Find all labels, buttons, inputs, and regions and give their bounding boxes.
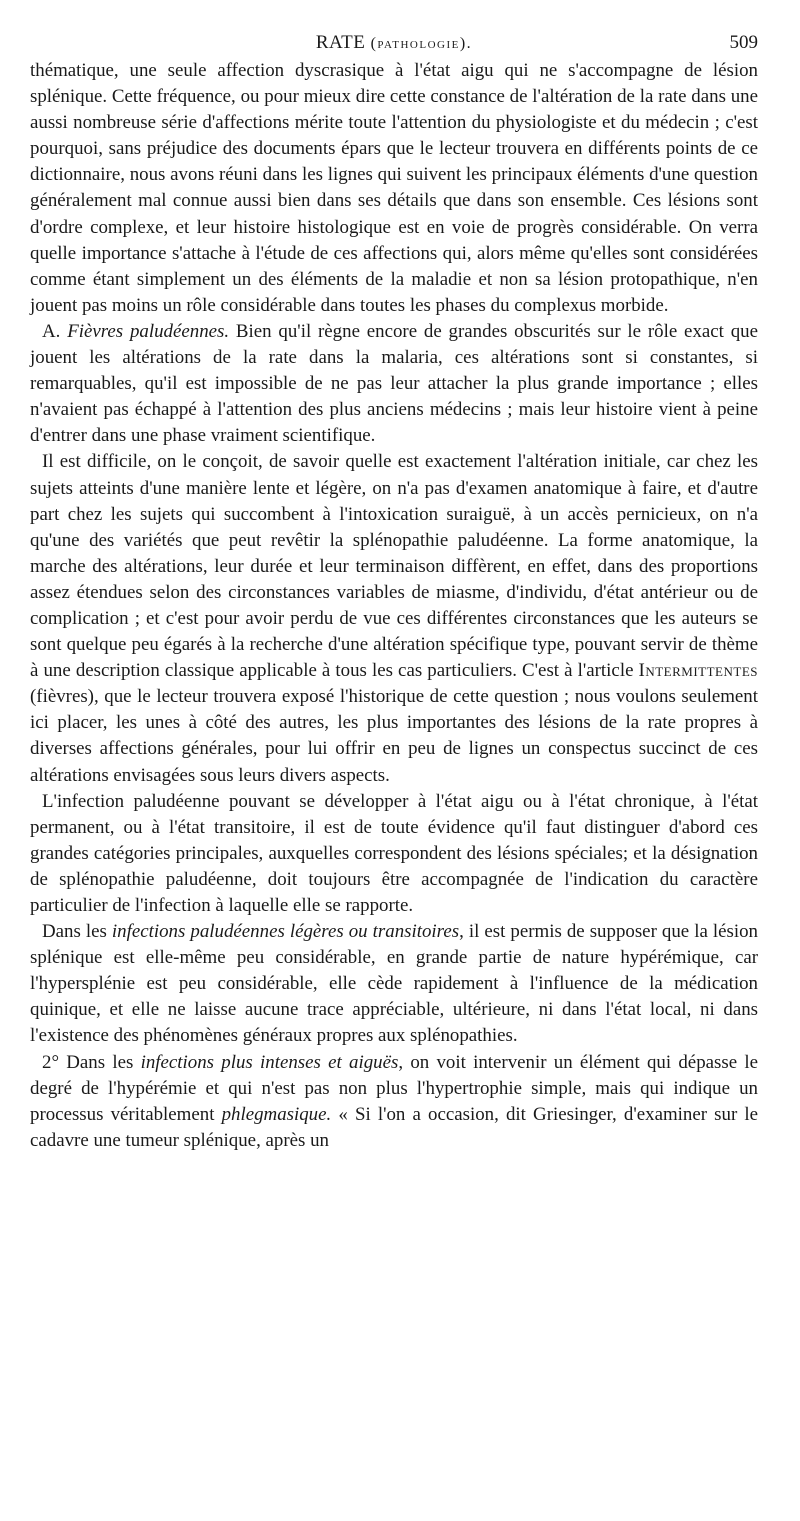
paragraph-2 xyxy=(30,319,758,449)
paragraph-1-text: thématique, une seule affection dyscrasique à l'état aigu qui ne s'accompagne de lésion splénique. Cette fréquence, ou pour mieux dire cette constance de l'altération de la rate dans une aussi nombreuse série d'affections mérite toute l'attention du physiologiste et du médecin ; c'est pourquoi, sans préjudice des documents épars que le lecteur trouvera en différents points de ce dictionnaire, nous avons réuni dans les lignes qui suivent les principaux éléments d'une question généralement mal connue aussi bien dans ses détails que dans son ensemble. Ces lésions sont d'ordre complexe, et leur histoire histologique est en voie de progrès considérable. On verra quelle importance s'attache à l'étude de ces affections qui, alors même qu'elles sont considérées comme étant simplement un des éléments de la maladie et non sa lésion protopathique, n'en jouent pas moins un rôle considérable dans toutes les phases du complexus morbide. xyxy=(30,60,758,316)
document-page xyxy=(30,22,758,1154)
paragraph-6-mid: , on voit intervenir un élément qui dépasse le degré de l'hypérémie et qui n'est pas non plus l'hypertrophie simple, mais qui indique un processus véritablement xyxy=(30,1051,758,1125)
paragraph-6 xyxy=(30,1050,758,1154)
paragraph-5-lead: Dans les xyxy=(42,921,112,943)
paragraph-3 xyxy=(30,449,758,788)
paragraph-6-text: « Si l'on a occasion, dit Griesinger, d'examiner sur le cadavre une tumeur splénique, après un xyxy=(30,1103,759,1151)
running-head xyxy=(30,22,758,58)
paragraph-3-text-before: Il est difficile, on le conçoit, de savoir quelle est exactement l'altération initiale, car chez les sujets atteints d'une manière lente et légère, on n'a pas d'examen anatomique à faire, et d'autre part chez les sujets qui succombent à l'intoxication suraiguë, à un accès pernicieux, on n'a qu'une des variétés que peut revêtir la splénopathie paludéenne. La forme anatomique, la marche des altérations, leur durée et leur terminaison diffèrent, en effet, dans des proportions assez étendues selon des circonstances variables de miasme, d'individu, d'état antérieur ou de complication ; et c'est pour avoir perdu de vue ces différentes circonstances que les auteurs se sont quelque peu égarés à la recherche d'une altération spécifique type, pouvant servir de thème à une description classique applicable à tous les cas particuliers. C'est à l'article xyxy=(30,451,758,682)
paragraph-4 xyxy=(30,789,758,919)
paragraph-2-lead: A. xyxy=(42,320,68,342)
paragraph-1 xyxy=(30,58,758,319)
running-head-title-main: RATE xyxy=(315,32,366,53)
cross-reference-intermittentes: Intermittentes xyxy=(638,660,758,682)
paragraph-5-italic: infections paludéennes légères ou transitoires xyxy=(111,921,460,943)
paragraph-5 xyxy=(30,919,758,1049)
running-head-title xyxy=(30,32,758,54)
paragraph-3-text-after: (fièvres), que le lecteur trouvera exposé l'historique de cette question ; nous voulons seulement ici placer, les unes à côté des autres, les plus importantes des lésions de la rate propres à diverses affections générales, pour lui offrir en peu de lignes un conspectus succinct de ces altérations envisagées sous leurs divers aspects. xyxy=(30,686,758,786)
paragraph-2-text: Bien qu'il règne encore de grandes obscurités sur le rôle exact que jouent les altérations de la rate dans la malaria, ces altérations sont si constantes, si remarquables, qu'il est impossible de ne pas leur attacher la plus grande importance ; elles n'avaient pas échappé à l'attention des plus anciens médecins ; mais leur histoire vient à peine d'entrer dans une phase vraiment scientifique. xyxy=(30,320,758,447)
paragraph-6-lead: 2° Dans les xyxy=(42,1051,141,1073)
paragraph-4-text: L'infection paludéenne pouvant se développer à l'état aigu ou à l'état chronique, à l'état permanent, ou à l'état transitoire, il est de toute évidence qu'il faut distinguer d'abord ces grandes catégories principales, auxquelles correspondent des lésions spéciales; et la désignation de splénopathie paludéenne, doit toujours être accompagnée de l'indication du caractère particulier de l'infection à laquelle elle se rapporte. xyxy=(30,790,758,916)
page-number: 509 xyxy=(729,32,758,53)
body-text xyxy=(30,58,758,1154)
paragraph-5-text: , il est permis de supposer que la lésion splénique est elle-même peu considérable, en grande partie de nature hypérémique, car l'hypersplénie est peu considérable, elle cède rapidement à l'influence de la médication quinique, et elle ne laisse aucune trace appréciable, ultérieure, ni dans l'état local, ni dans l'existence des phénomènes généraux propres aux splénopathies. xyxy=(30,921,758,1047)
paragraph-6-italic-1: infections plus intenses et aiguës xyxy=(140,1051,399,1073)
paragraph-6-italic-2: phlegmasique. xyxy=(221,1103,332,1125)
section-heading-fievres-paludeennes: Fièvres paludéennes. xyxy=(67,320,230,342)
running-head-title-subtitle: (pathologie). xyxy=(370,35,473,52)
